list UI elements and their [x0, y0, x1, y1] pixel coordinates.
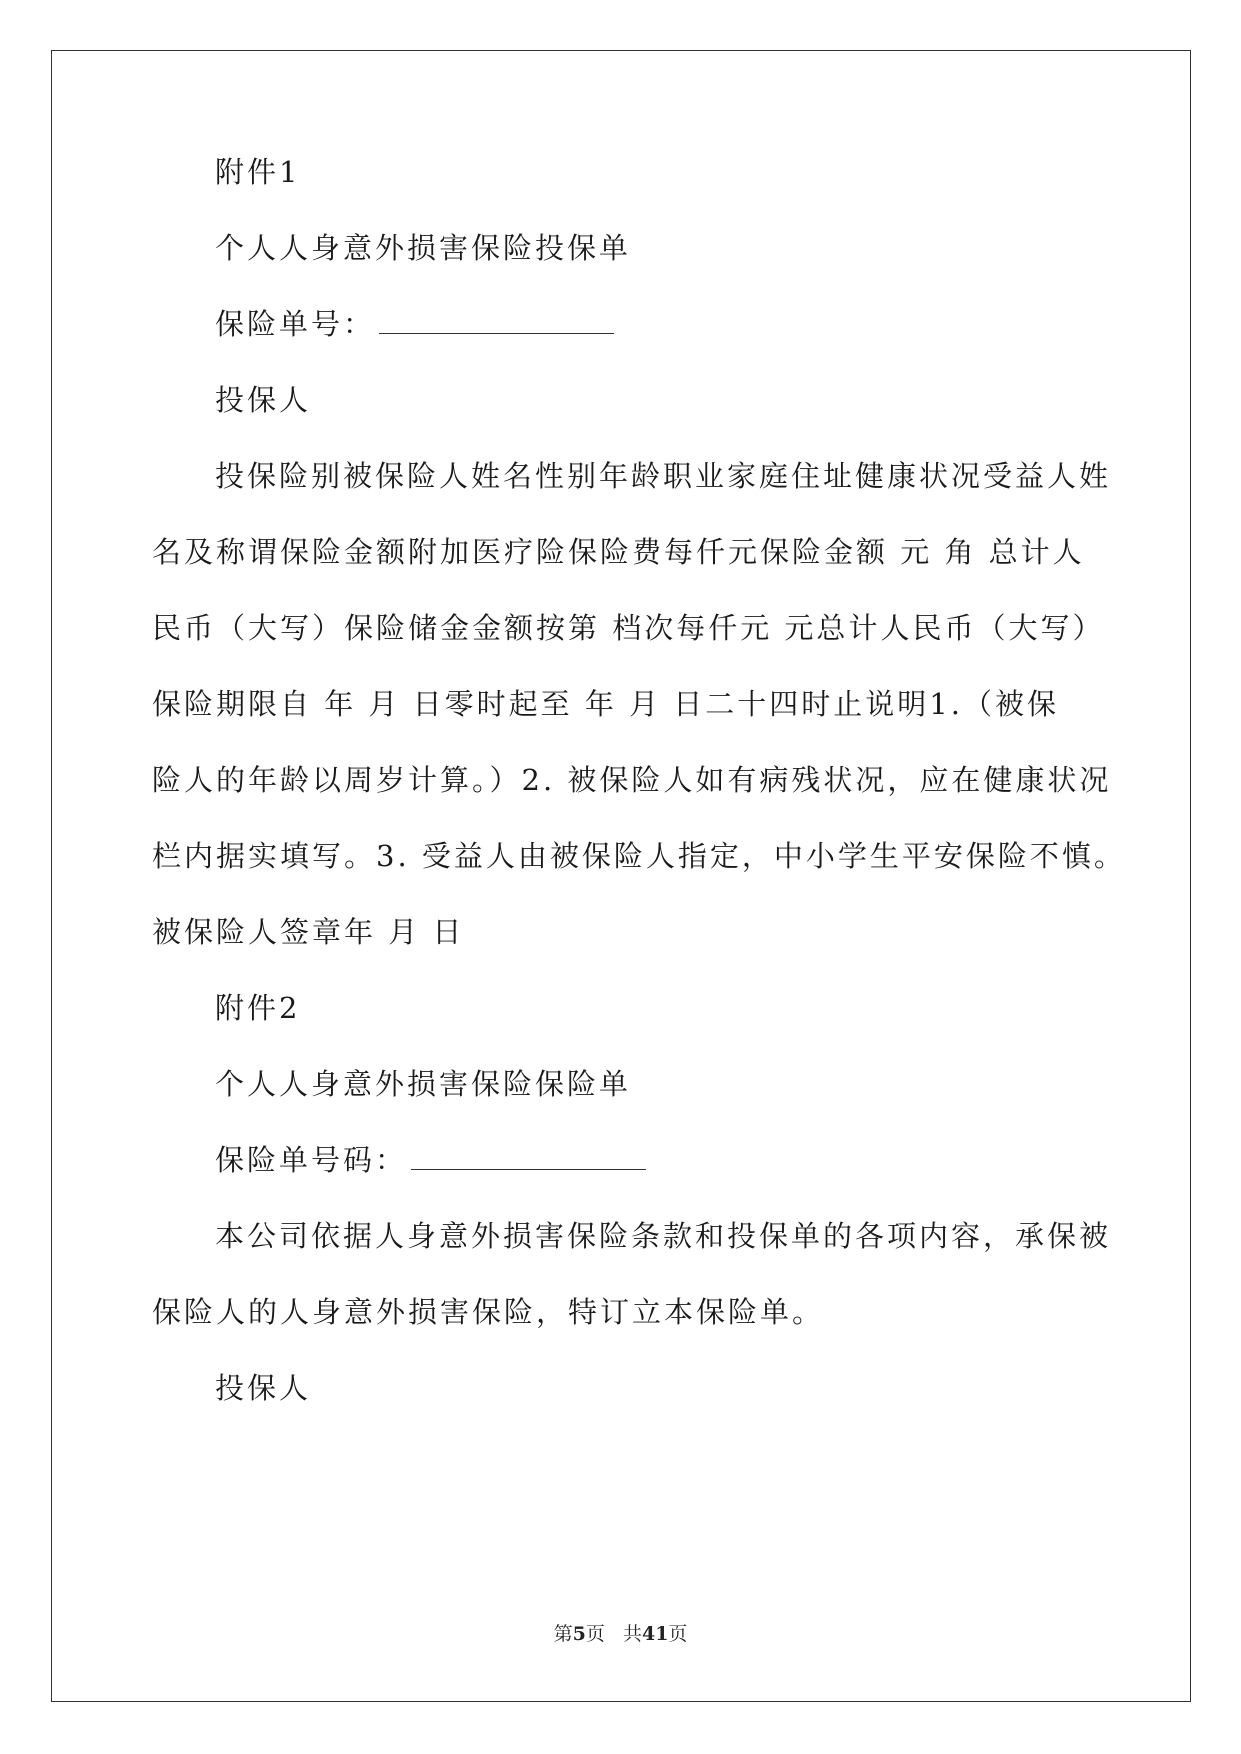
insured-signature-line: 被保险人签章年 月 日: [152, 915, 465, 949]
attachment-2-heading: 附件2: [215, 991, 301, 1025]
form-body-line-2: 名及称谓保险金额附加医疗险保险费每仟元保险金额 元 角 总计人: [152, 535, 1085, 569]
policy-statement-line-1: 本公司依据人身意外损害保险条款和投保单的各项内容，承保被: [215, 1219, 1112, 1253]
policy-code-row: [215, 1140, 646, 1180]
applicant-heading: 投保人: [215, 383, 312, 417]
page-frame: [51, 50, 1191, 1702]
policy-code-blank: [411, 1143, 646, 1170]
policy-number-row: [215, 304, 614, 344]
form-body-line-5: 险人的年龄以周岁计算。）2. 被保险人如有病残状况，应在健康状况: [152, 763, 1112, 797]
form-body-line-1: 投保险别被保险人姓名性别年龄职业家庭住址健康状况受益人姓: [215, 459, 1112, 493]
form-body-line-6: 栏内据实填写。3. 受益人由被保险人指定，中小学生平安保险不慎。: [152, 839, 1126, 873]
policy-title: 个人人身意外损害保险保险单: [215, 1067, 632, 1101]
footer-total-prefix: 共: [622, 1623, 642, 1645]
page-footer: [0, 1622, 1241, 1646]
footer-page-suffix: 页: [585, 1623, 605, 1645]
attachment-1-heading: 附件1: [215, 155, 301, 189]
footer-total-pages: 41: [641, 1623, 669, 1645]
footer-page-number: 5: [572, 1623, 586, 1645]
form-body-line-4: 保险期限自 年 月 日零时起至 年 月 日二十四时止说明1.（被保: [152, 687, 1059, 721]
applicant-heading-2: 投保人: [215, 1371, 312, 1405]
footer-prefix: 第: [553, 1623, 573, 1645]
policy-number-label: 保险单号：: [215, 307, 376, 341]
application-form-title: 个人人身意外损害保险投保单: [215, 231, 632, 265]
form-body-line-3: 民币（大写）保险储金金额按第 档次每仟元 元总计人民币（大写）: [152, 611, 1105, 645]
policy-code-label: 保险单号码：: [215, 1143, 408, 1177]
policy-statement-line-2: 保险人的人身意外损害保险，特订立本保险单。: [152, 1295, 825, 1329]
footer-total-suffix: 页: [668, 1623, 688, 1645]
policy-number-blank: [379, 307, 614, 334]
